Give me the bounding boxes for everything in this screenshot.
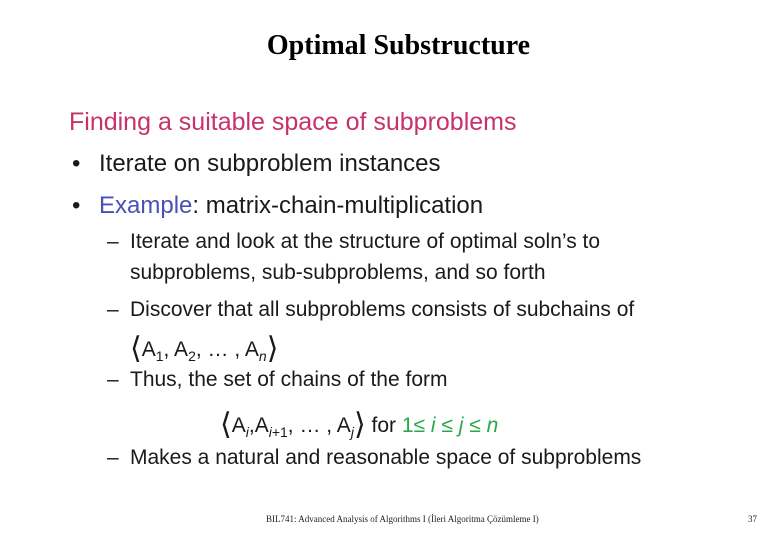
dash-glyph: – [107,298,119,321]
slide-title: Optimal Substructure [266,30,531,61]
sub-bullet-text: Thus, the set of chains of the form [130,368,448,391]
sub-bullet-text: Iterate and look at the structure of optimal soln’s to [130,230,601,253]
page-number: 37 [748,514,757,524]
bullet-glyph: • [72,150,81,177]
example-label: Example [99,192,193,219]
sub-bullet-text: Discover that all subproblems consists of subchains of [130,298,635,321]
dash-glyph: – [107,446,119,469]
footer-course: BIL741: Advanced Analysis of Algorithms I (İleri Algoritma Çözümleme I) [266,514,539,524]
sub-bullet-text: subproblems, sub-subproblems, and so forth [130,261,546,284]
dash-glyph: – [107,368,119,391]
formula-chain-ai-aj: $⟨A_i,A_{i+1}$, … , $A_j⟩$ for 1≤ i ≤ j ≤ n [220,408,499,441]
sub-bullet-text: Makes a natural and reasonable space of subproblems [130,446,642,469]
example-rest: : matrix-chain-multiplication [192,192,484,219]
dash-glyph: – [107,230,119,253]
bullet-glyph: • [72,192,81,219]
bullet-iterate-text: Iterate on subproblem instances [99,150,441,177]
bullet-example-text [99,192,483,220]
slide-heading: Finding a suitable space of subproblems [69,108,517,136]
